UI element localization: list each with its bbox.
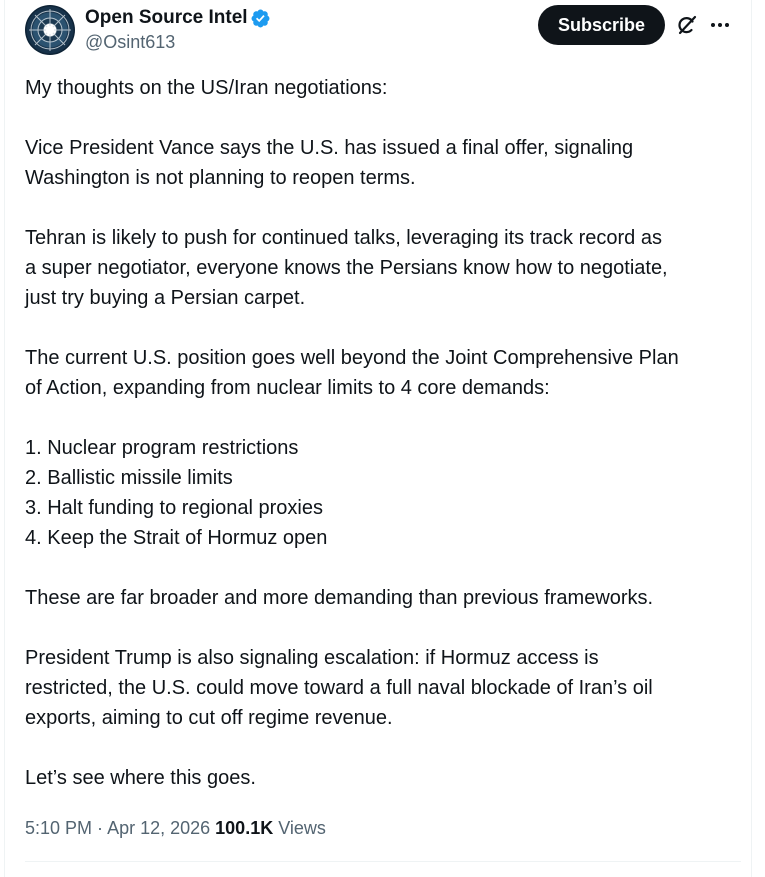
- list-item: 4. Keep the Strait of Hormuz open: [25, 527, 328, 549]
- post-time[interactable]: 5:10 PM: [25, 818, 93, 838]
- tweet-line: exports, aiming to cut off regime revenue.: [25, 707, 393, 729]
- tweet-line: Washington is not planning to reopen terms.: [25, 167, 416, 189]
- tweet-line: Let’s see where this goes.: [25, 767, 256, 789]
- list-item: 2. Ballistic missile limits: [25, 467, 233, 489]
- tweet-text: [25, 73, 741, 793]
- user-handle[interactable]: @Osint613: [85, 32, 176, 52]
- tweet-line: President Trump is also signaling escalation: if Hormuz access is: [25, 647, 599, 669]
- post-date[interactable]: Apr 12, 2026: [107, 818, 211, 838]
- tweet-line: Vice President Vance says the U.S. has issued a final offer, signaling: [25, 137, 634, 159]
- list-item: 3. Halt funding to regional proxies: [25, 497, 323, 519]
- compass-emblem-icon: [25, 5, 75, 55]
- tweet-paragraph: [25, 343, 741, 403]
- tweet-line: of Action, expanding from nuclear limits to 4 core demands:: [25, 377, 550, 399]
- tweet-line: The current U.S. position goes well beyond the Joint Comprehensive Plan: [25, 347, 679, 369]
- tweet-paragraph: [25, 223, 741, 313]
- grok-icon[interactable]: [675, 13, 699, 37]
- more-options-icon[interactable]: [708, 13, 732, 37]
- avatar[interactable]: [25, 5, 75, 55]
- views-count: 100.1K: [215, 818, 274, 838]
- tweet-paragraph: [25, 583, 741, 613]
- tweet-line: a super negotiator, everyone knows the Persians know how to negotiate,: [25, 257, 668, 279]
- tweet-paragraph: [25, 643, 741, 733]
- tweet-paragraph: [25, 133, 741, 193]
- tweet-meta: [25, 816, 326, 840]
- tweet-paragraph: [25, 73, 741, 103]
- tweet-line: restricted, the U.S. could move toward a full naval blockade of Iran’s oil: [25, 677, 653, 699]
- tweet-line: just try buying a Persian carpet.: [25, 287, 306, 309]
- meta-separator: ·: [92, 818, 108, 838]
- display-name[interactable]: Open Source Intel: [85, 7, 248, 28]
- views-label: Views: [278, 818, 326, 838]
- tweet-paragraph: [25, 763, 741, 793]
- divider: [25, 861, 741, 862]
- demands-list: [25, 433, 741, 553]
- list-item: 1. Nuclear program restrictions: [25, 437, 299, 459]
- tweet-line: These are far broader and more demanding than previous frameworks.: [25, 587, 654, 609]
- tweet-line: Tehran is likely to push for continued talks, leveraging its track record as: [25, 227, 662, 249]
- tweet-line: My thoughts on the US/Iran negotiations:: [25, 77, 388, 99]
- verified-badge-icon: [250, 8, 271, 29]
- subscribe-button[interactable]: Subscribe: [538, 5, 665, 45]
